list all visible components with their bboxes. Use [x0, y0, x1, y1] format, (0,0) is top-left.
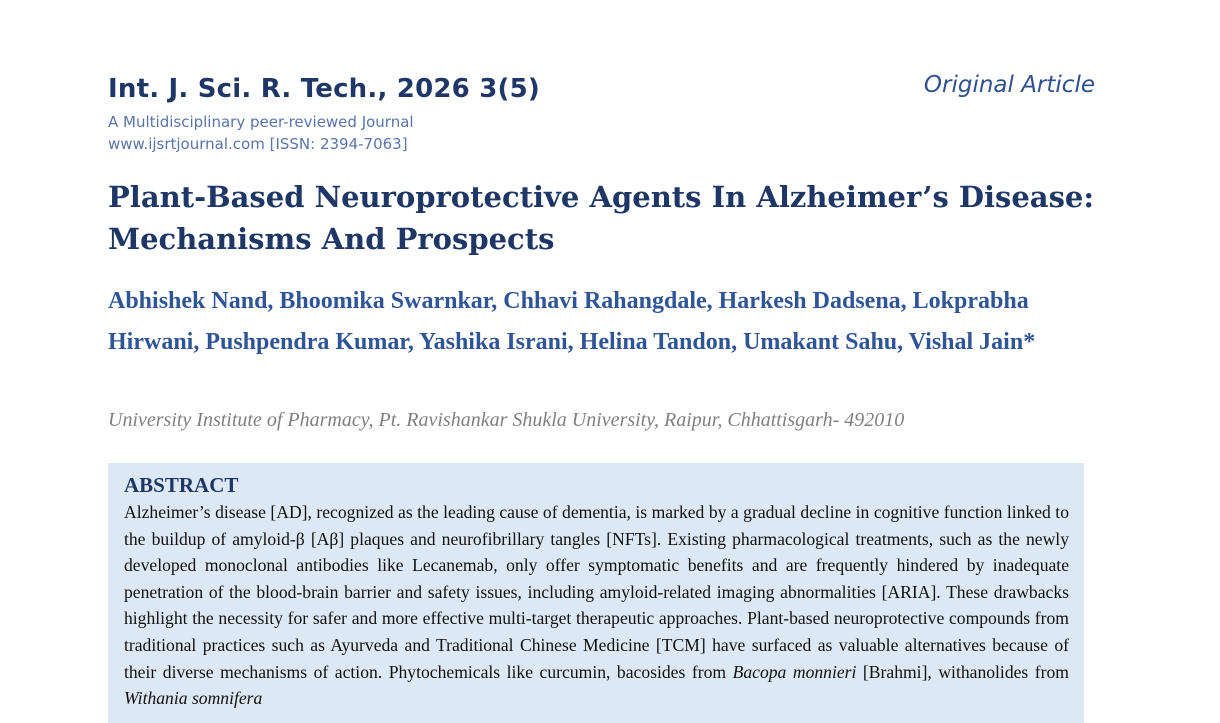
abstract-species-withania: Withania — [124, 688, 188, 709]
abstract-text — [124, 499, 1069, 712]
author-list: Abhishek Nand, Bhoomika Swarnkar, Chhavi Rahangdale, Harkesh Dadsena, Lokprabha Hirwani, Pushpendra Kumar, Yashika Israni, Helina Tandon, Umakant Sahu, Vishal Jain* — [108, 288, 1036, 355]
journal-website-issn: www.ijsrtjournal.com [ISSN: 2394-7063] — [108, 135, 408, 153]
paper-title: Plant-Based Neuroprotective Agents In Alzheimer’s Disease: Mechanisms And Prospects — [108, 180, 1095, 256]
journal-title: Int. J. Sci. R. Tech., 2026 3(5) — [108, 74, 540, 104]
abstract-text-main: Alzheimer’s disease [AD], recognized as the leading cause of dementia, is marked by a gradual decline in cognitive function linked to the buildup of amyloid-β [Aβ] plaques and neurofibrillary tangles [NFTs]. Existing pharmacological treatments, such as the newly developed monoclonal antibodies like Lecanemab, only offer symptomatic benefits and are frequently hindered by inadequate penetration of the blood-brain barrier and safety issues, including amyloid-related imaging abnormalities [ARIA]. These drawbacks highlight the necessity for safer and more effective multi-target therapeutic approaches. Plant-based neuroprotective compounds from traditional practices such as Ayurveda and Traditional Chinese Medicine [TCM] have surfaced as valuable alternatives because of their diverse mechanisms of action. Phytochemicals like curcumin, bacosides from — [124, 502, 1069, 682]
article-type-label: Original Article — [923, 72, 1095, 98]
abstract-box — [108, 463, 1084, 723]
abstract-text-tail: somnifera — [187, 688, 263, 709]
abstract-heading: ABSTRACT — [124, 473, 239, 497]
abstract-text-mid: [Brahmi], withanolides from — [856, 661, 1069, 682]
abstract-species-bacopa: Bacopa monnieri — [732, 661, 857, 682]
author-affiliation: University Institute of Pharmacy, Pt. Ravishankar Shukla University, Raipur, Chhattisgarh- 492010 — [108, 409, 905, 431]
journal-tagline: A Multidisciplinary peer-reviewed Journal — [108, 113, 414, 131]
